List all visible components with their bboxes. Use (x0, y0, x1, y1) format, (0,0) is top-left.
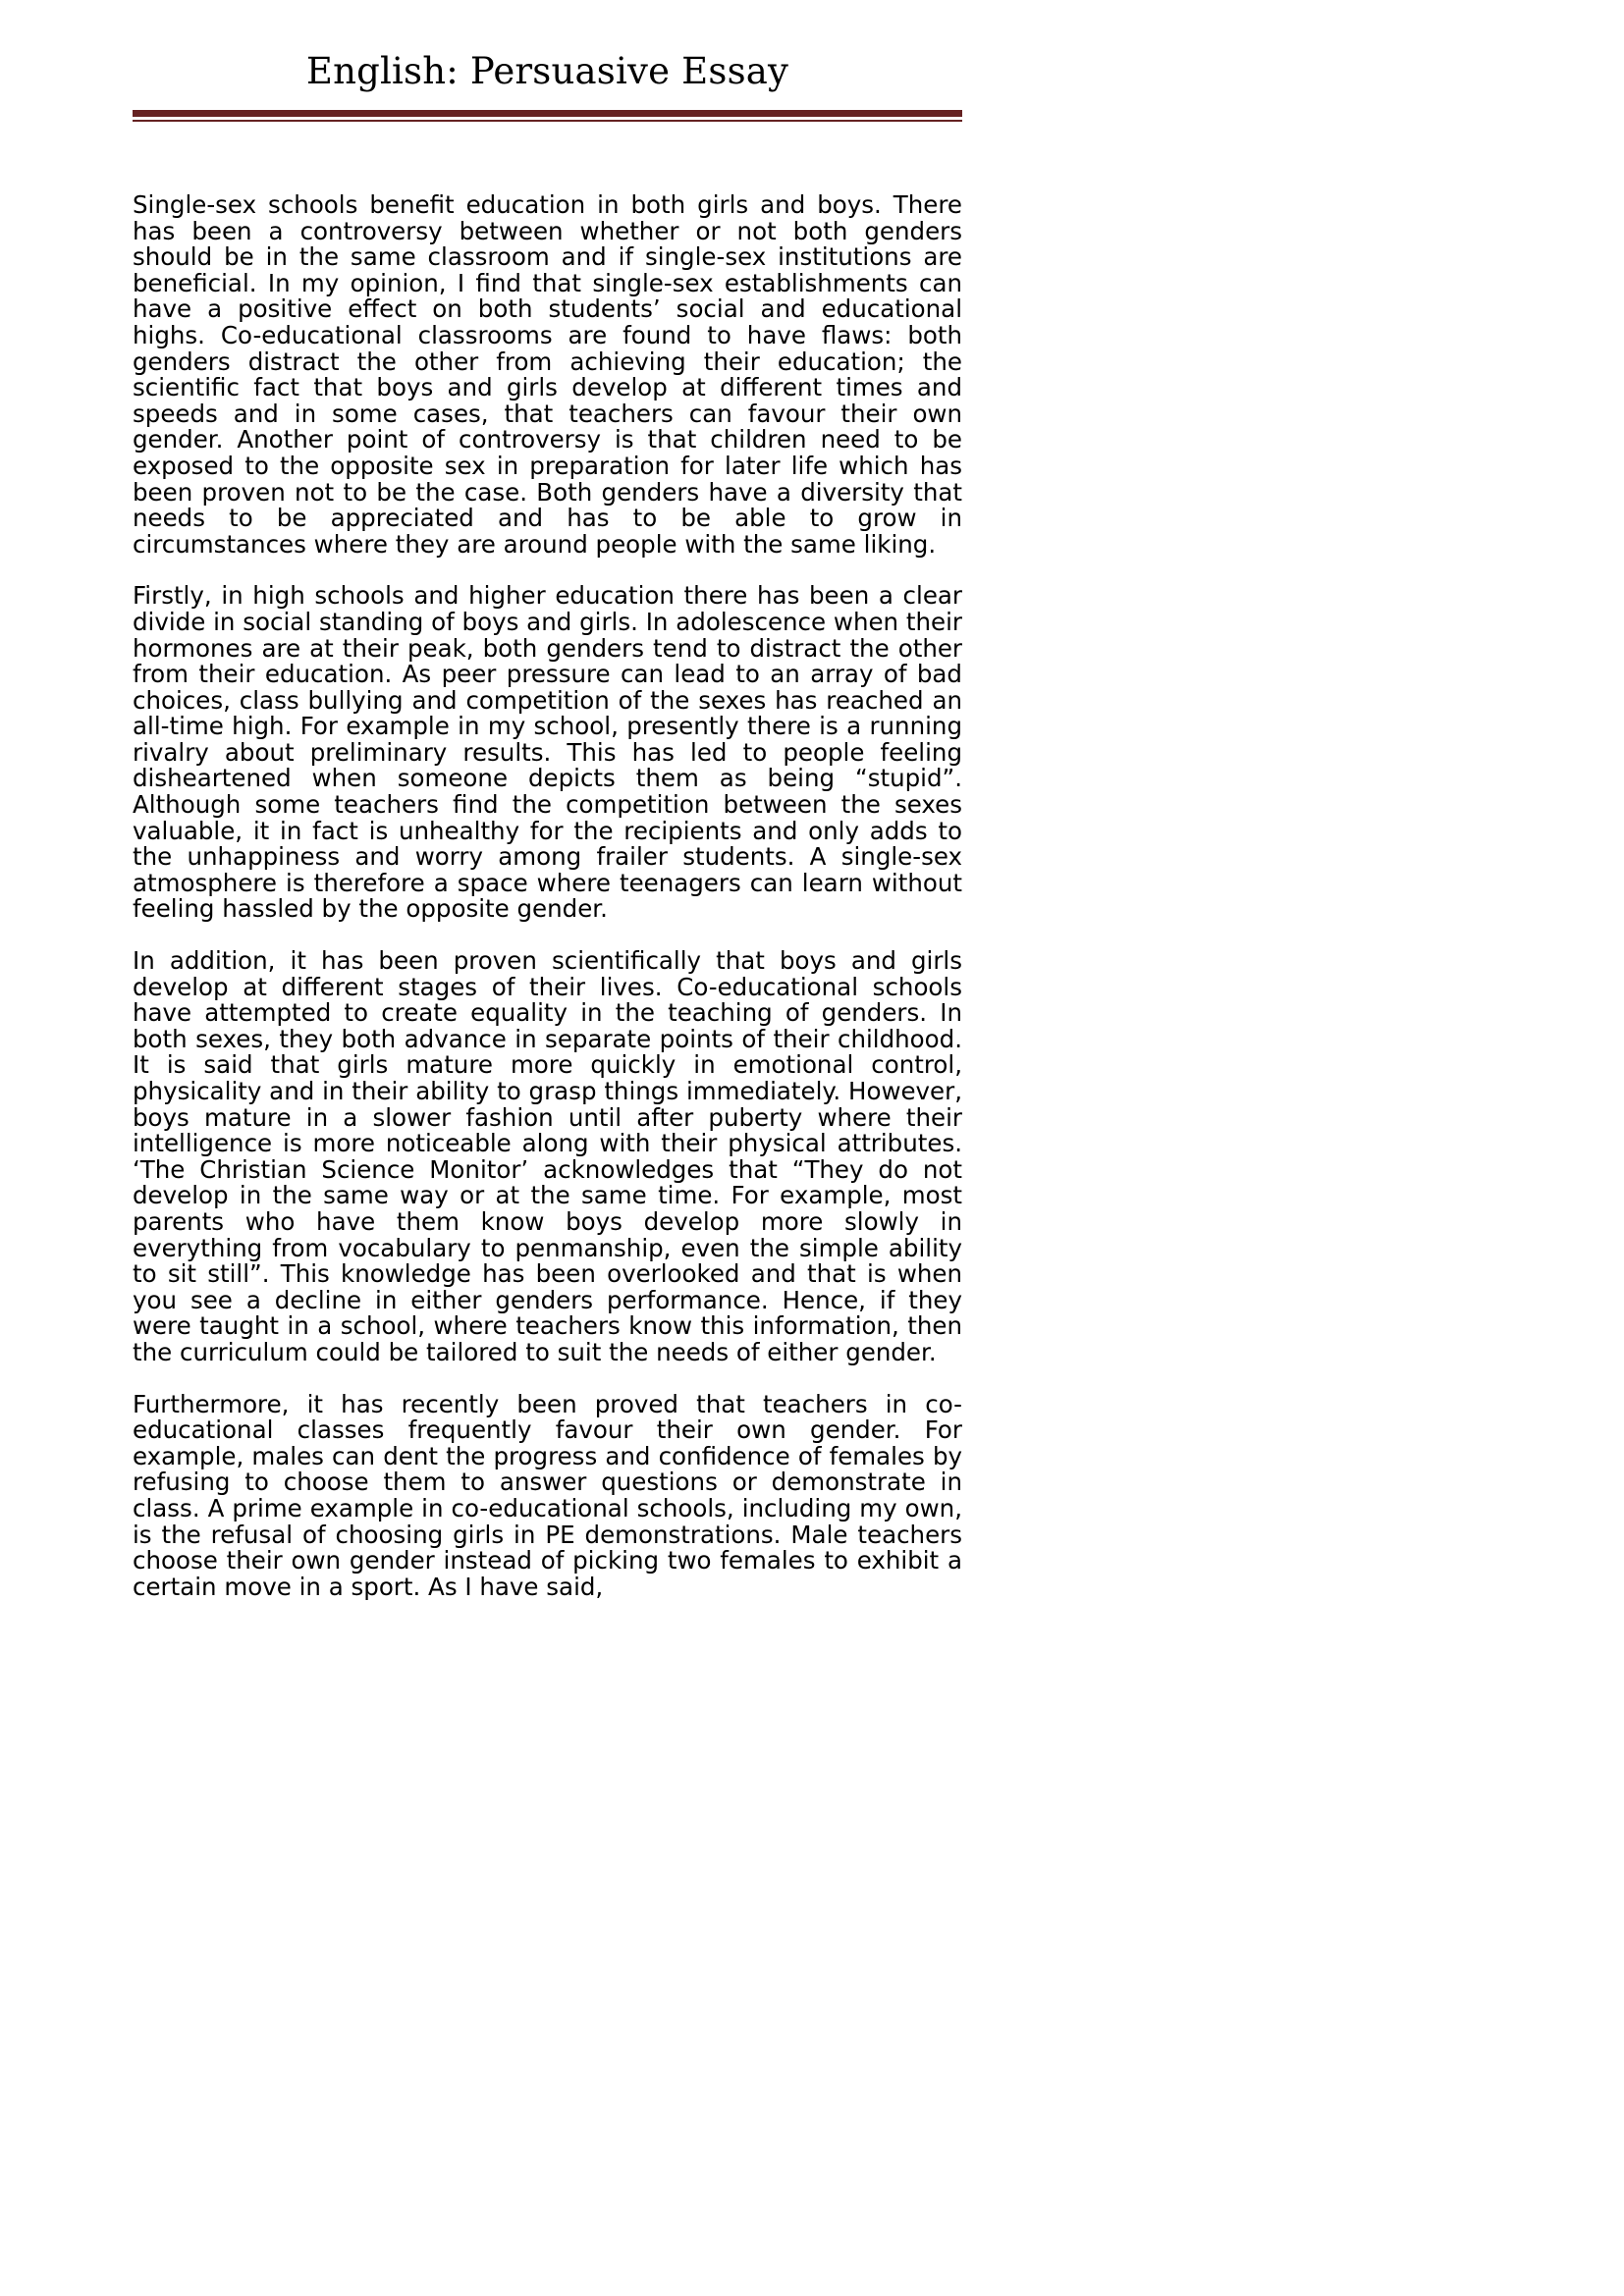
header-divider-rule (133, 110, 962, 122)
document-header (133, 51, 962, 122)
essay-paragraph-in-addition: In addition, it has been proven scientifically that boys and girls develop at different stages of their lives. Co-educational schools have attempted to create equality in the teaching of genders. In both sexes, they both advance in separate points of their childhood. It is said that girls mature more quickly in emotional control, physicality and in their ability to grasp things immediately. However, boys mature in a slower fashion until after puberty where their intelligence is more noticeable along with their physical attributes. ‘The Christian Science Monitor’ acknowledges that “They do not develop in the same way or at the same time. For example, most parents who have them know boys develop more slowly in everything from vocabulary to penmanship, even the simple ability to sit still”. This knowledge has been overlooked and that is when you see a decline in either genders performance. Hence, if they were taught in a school, where teachers know this information, then the curriculum could be tailored to suit the needs of either gender. (133, 946, 962, 1366)
divider-thick-bar (133, 110, 962, 117)
essay-paragraph-intro: Single-sex schools benefit education in both girls and boys. There has been a controversy between whether or not both genders should be in the same classroom and if single-sex institutions are beneficial. In my opinion, I find that single-sex establishments can have a positive effect on both students’ social and educational highs. Co-educational classrooms are found to have flaws: both genders distract the other from achieving their education; the scientific fact that boys and girls develop at different times and speeds and in some cases, that teachers can favour their own gender. Another point of controversy is that children need to be exposed to the opposite sex in preparation for later life which has been proven not to be the case. Both genders have a diversity that needs to be appreciated and has to be able to grow in circumstances where they are around people with the same liking. (133, 190, 962, 559)
page-title: English: Persuasive Essay (305, 50, 789, 92)
essay-body (133, 192, 962, 1600)
essay-paragraph-furthermore: Furthermore, it has recently been proved that teachers in co-educational classes frequently favour their own gender. For example, males can dent the progress and confidence of females by refusing to choose them to answer questions or demonstrate in class. A prime example in co-educational schools, including my own, is the refusal of choosing girls in PE demonstrations. Male teachers choose their own gender instead of picking two females to exhibit a certain move in a sport. As I have said, (133, 1389, 962, 1601)
essay-paragraph-firstly: Firstly, in high schools and higher education there has been a clear divide in social standing of boys and girls. In adolescence when their hormones are at their peak, both genders tend to distract the other from their education. As peer pressure can lead to an array of bad choices, class bullying and competition of the sexes has reached an all-time high. For example in my school, presently there is a running rivalry about preliminary results. This has led to people feeling disheartened when someone depicts them as being “stupid”. Although some teachers find the competition between the sexes valuable, it in fact is unhealthy for the recipients and only adds to the unhappiness and worry among frailer students. A single-sex atmosphere is therefore a space where teenagers can learn without feeling hassled by the opposite gender. (133, 581, 962, 924)
divider-thin-line (133, 120, 962, 122)
